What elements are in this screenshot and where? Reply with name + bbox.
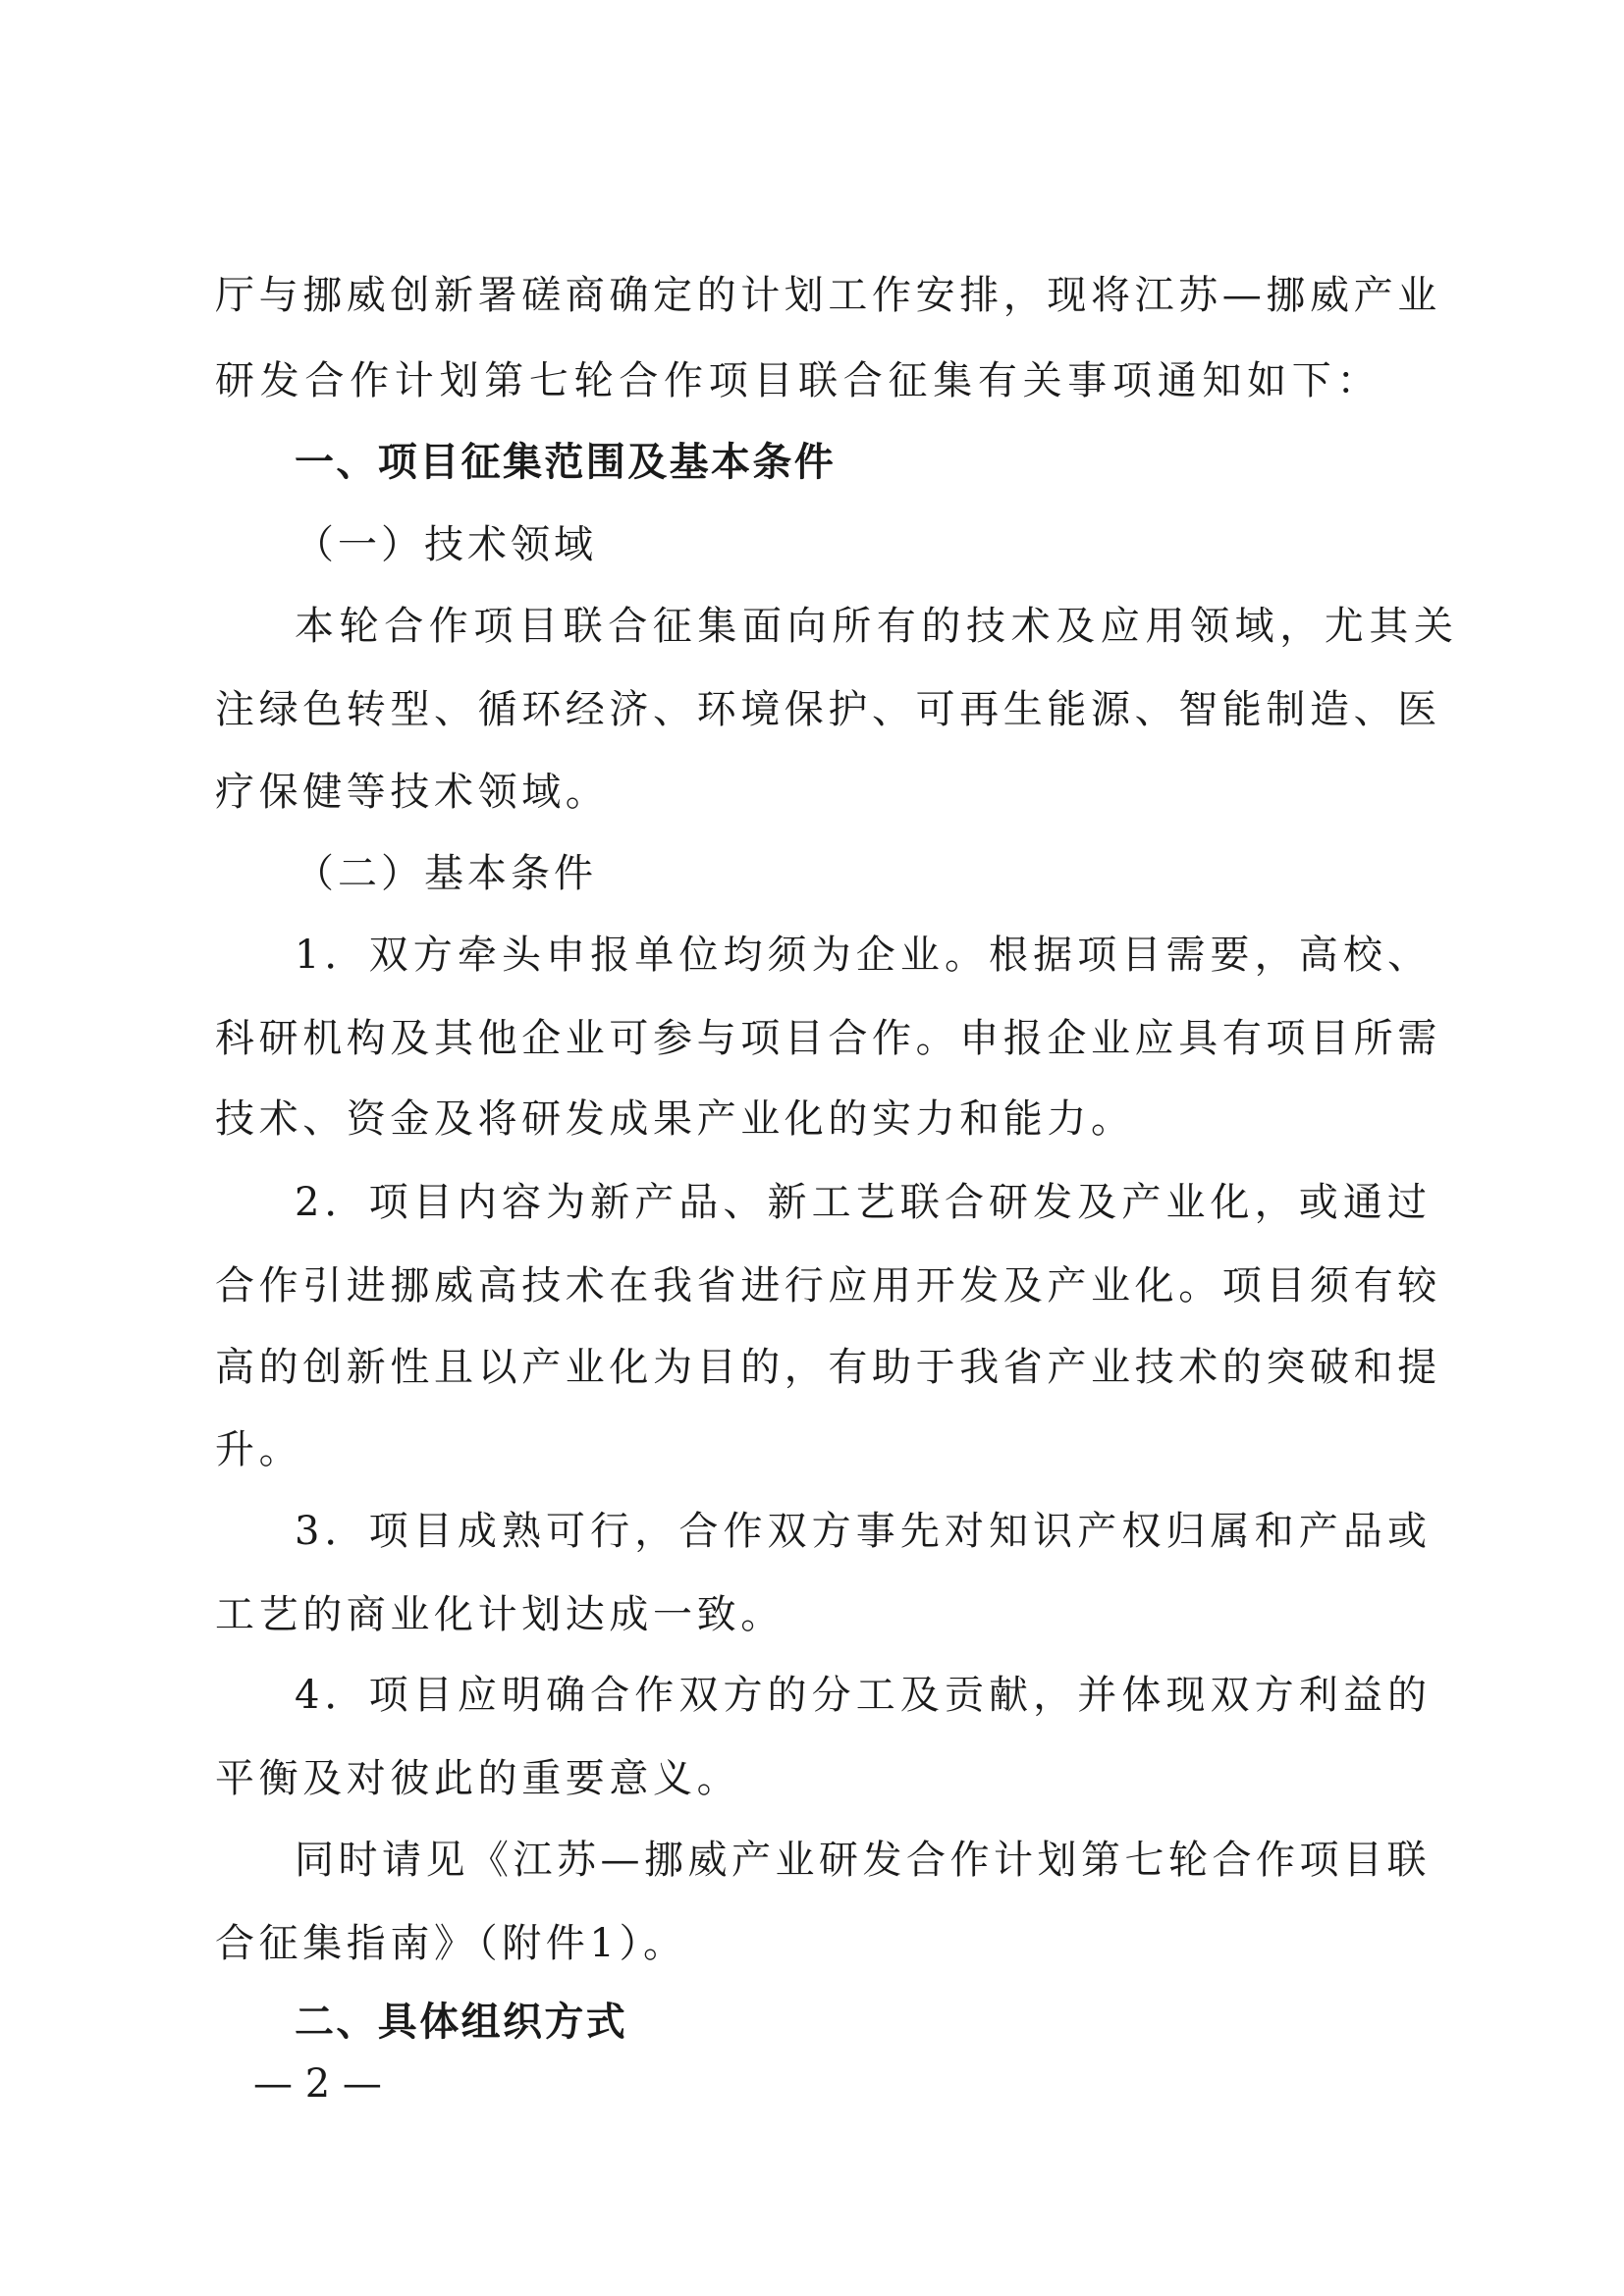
body-line: 疗保健等技术领域。 [215,770,610,815]
section-heading: 二、具体组织方式 [295,2000,628,2045]
body-line: 厅与挪威创新署磋商确定的计划工作安排，现将江苏—挪威产业 [215,273,1441,318]
subsection-heading: （一）技术领域 [295,522,597,567]
body-line: 1．双方牵头申报单位均须为企业。根据项目需要，高校、 [295,933,1433,978]
body-line: 2．项目内容为新产品、新工艺联合研发及产业化，或通过 [295,1180,1433,1225]
page-number: — 2 — [253,2061,382,2107]
body-line: 合作引进挪威高技术在我省进行应用开发及产业化。项目须有较 [215,1263,1441,1308]
body-line: 注绿色转型、循环经济、环境保护、可再生能源、智能制造、医 [215,687,1441,732]
subsection-heading: （二）基本条件 [295,851,597,896]
body-line: 升。 [215,1427,303,1472]
body-line: 同时请见《江苏—挪威产业研发合作计划第七轮合作项目联 [295,1838,1431,1883]
body-line: 科研机构及其他企业可参与项目合作。申报企业应具有项目所需 [215,1016,1441,1061]
body-line: 研发合作计划第七轮合作项目联合征集有关事项通知如下： [215,358,1382,403]
body-line: 工艺的商业化计划达成一致。 [215,1592,785,1637]
body-line: 3．项目成熟可行，合作双方事先对知识产权归属和产品或 [295,1509,1433,1554]
body-line: 本轮合作项目联合征集面向所有的技术及应用领域，尤其关 [295,604,1459,649]
body-line: 平衡及对彼此的重要意义。 [215,1756,741,1801]
body-line: 合征集指南》（附件1）。 [215,1921,687,1966]
body-line: 高的创新性且以产业化为目的，有助于我省产业技术的突破和提 [215,1345,1441,1390]
body-line: 技术、资金及将研发成果产业化的实力和能力。 [215,1096,1135,1142]
body-line: 4．项目应明确合作双方的分工及贡献，并体现双方利益的 [295,1673,1433,1718]
section-heading: 一、项目征集范围及基本条件 [295,440,837,485]
